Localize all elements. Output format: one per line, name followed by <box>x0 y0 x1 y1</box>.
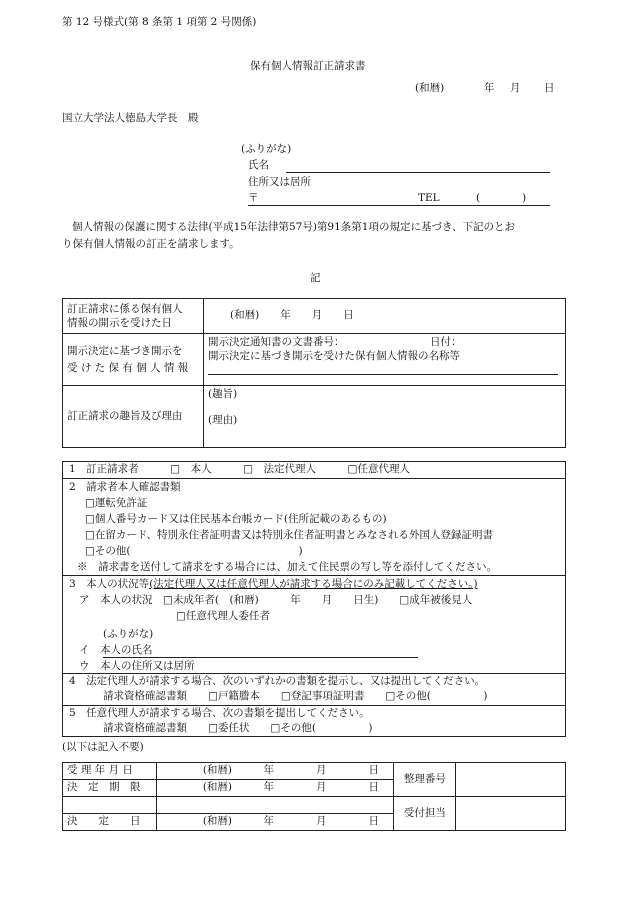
office-use-table <box>62 762 566 831</box>
office-row-value <box>156 797 394 814</box>
section-3-heading-note: (法定代理人又は任意代理人が請求する場合にのみ記載してください。) <box>149 578 478 590</box>
section-5-heading: 5 任意代理人が請求する場合、次の書類を提出してください。 <box>69 707 370 719</box>
intro-line-2: り保有個人情報の訂正を請求します。 <box>62 238 240 250</box>
principal-furigana: (ふりがな) <box>103 628 154 640</box>
principal-address-row <box>79 660 195 674</box>
purpose-reason-value[interactable] <box>204 386 566 448</box>
received-date-label-1: 訂正請求に係る保有個人 <box>67 302 183 315</box>
principal-status-delegator[interactable]: □任意代理人委任者 <box>176 610 270 622</box>
address-field-line[interactable] <box>248 205 550 206</box>
section-1-text[interactable]: 1 訂正請求者 □ 本人 □ 法定代理人 □任意代理人 <box>69 463 410 475</box>
requester-address-label: 住所又は居所 <box>248 176 311 188</box>
disclosed-info-line <box>208 374 558 375</box>
disclosed-info-label-2: 受 け た 保 有 個 人 情 報 <box>67 361 189 374</box>
disclosed-info-name-label: 開示決定に基づき開示を受けた保有個人情報の名称等 <box>208 350 461 362</box>
id-doc-residence-card[interactable]: □在留カード、特別永住者証明書又は特別永住者証明書とみなされる外国人登録証明書 <box>85 529 493 541</box>
doc-date-label: 日付： <box>430 336 462 348</box>
doc-number-label: 開示決定通知書の文書番号： <box>208 336 345 348</box>
id-doc-license[interactable]: □運転免許証 <box>85 497 148 509</box>
requester-furigana: (ふりがな) <box>241 143 292 155</box>
reason-label: (理由) <box>208 413 238 426</box>
section-2-heading: 2 請求者本人確認書類 <box>69 481 181 493</box>
principal-status[interactable]: ア 本人の状況 □未成年者( (和暦) 年 月 日生) □成年被後見人 <box>79 594 473 606</box>
tel-paren: ( ) <box>476 192 527 204</box>
office-row-value: (和暦) 年 月 日 <box>156 814 394 831</box>
date-day: 日 <box>544 82 555 94</box>
addressee: 国立大学法人徳島大学長 殿 <box>62 112 199 124</box>
postal-mark: 〒 <box>248 192 259 204</box>
ki-mark: 記 <box>310 272 321 284</box>
office-row-label: 決 定 期 限 <box>63 780 157 797</box>
received-date-label-2: 情報の開示を受けた日 <box>67 317 172 329</box>
form-number: 第 12 号様式(第 8 条第 1 項第 2 号関係) <box>62 16 257 28</box>
principal-name-line[interactable] <box>103 657 418 658</box>
office-row-value: (和暦) 年 月 日 <box>156 780 394 797</box>
section-3-heading-prefix: 3 本人の状況等 <box>69 578 150 590</box>
date-year: 年 <box>484 82 495 94</box>
name-field-line[interactable] <box>286 172 550 173</box>
intro-line-1: 個人情報の保護に関する法律(平成15年法律第57号)第91条第1項の規定に基づき、下記のとお <box>72 221 516 233</box>
principal-address-marker: ウ <box>79 660 100 672</box>
request-table <box>62 298 566 448</box>
id-doc-other[interactable]: □その他( ) <box>85 545 303 557</box>
section-3 <box>62 575 566 674</box>
section-2 <box>62 478 566 576</box>
seiri-label: 整理番号 <box>394 763 456 797</box>
received-date-value[interactable]: (和暦) 年 月 日 <box>204 299 566 334</box>
requester-name-label: 氏名 <box>248 159 269 171</box>
uketsuke-value <box>456 797 566 831</box>
principal-name-label: 本人の氏名 <box>100 644 153 656</box>
office-row-value: (和暦) 年 月 日 <box>156 763 394 780</box>
section-5-docs[interactable]: 請求資格確認書類 □委任状 □その他( ) <box>103 722 373 734</box>
office-row-label: 受 理 年 月 日 <box>63 763 157 780</box>
purpose-reason-label: 訂正請求の趣旨及び理由 <box>63 386 204 448</box>
section-5 <box>62 705 566 737</box>
tel-label: TEL <box>418 192 440 204</box>
office-use-note: (以下は記入不要) <box>62 741 144 753</box>
date-era: (和暦) <box>415 82 445 94</box>
office-row-label: 決 定 日 <box>63 814 157 831</box>
principal-address-label: 本人の住所又は居所 <box>100 660 195 672</box>
date-month: 月 <box>510 82 521 94</box>
section-4 <box>62 673 566 706</box>
principal-name-row <box>79 644 153 658</box>
section-4-heading: 4 法定代理人が請求する場合、次のいずれかの書類を提示し、又は提出してください。 <box>69 675 486 687</box>
disclosed-info-label <box>63 334 204 386</box>
section-2-note: ※ 請求書を送付して請求をする場合には、加えて住民票の写し等を添付してください。 <box>77 561 497 573</box>
section-3-heading <box>69 578 478 592</box>
section-1 <box>62 461 566 479</box>
seiri-value <box>456 763 566 797</box>
section-4-docs[interactable]: 請求資格確認書類 □戸籍謄本 □登記事項証明書 □その他( ) <box>103 690 488 702</box>
page-title: 保有個人情報訂正請求書 <box>250 60 366 72</box>
id-doc-mynumber[interactable]: □個人番号カード又は住民基本台帳カード(住所記載のあるもの) <box>85 513 387 525</box>
disclosed-info-label-1: 開示決定に基づき開示を <box>67 344 183 357</box>
principal-name-marker: イ <box>79 644 100 656</box>
purpose-label: (趣旨) <box>208 388 238 400</box>
received-date-label <box>63 299 204 334</box>
disclosed-info-value[interactable] <box>204 334 566 386</box>
office-row-label <box>63 797 157 814</box>
uketsuke-label: 受付担当 <box>394 797 456 831</box>
